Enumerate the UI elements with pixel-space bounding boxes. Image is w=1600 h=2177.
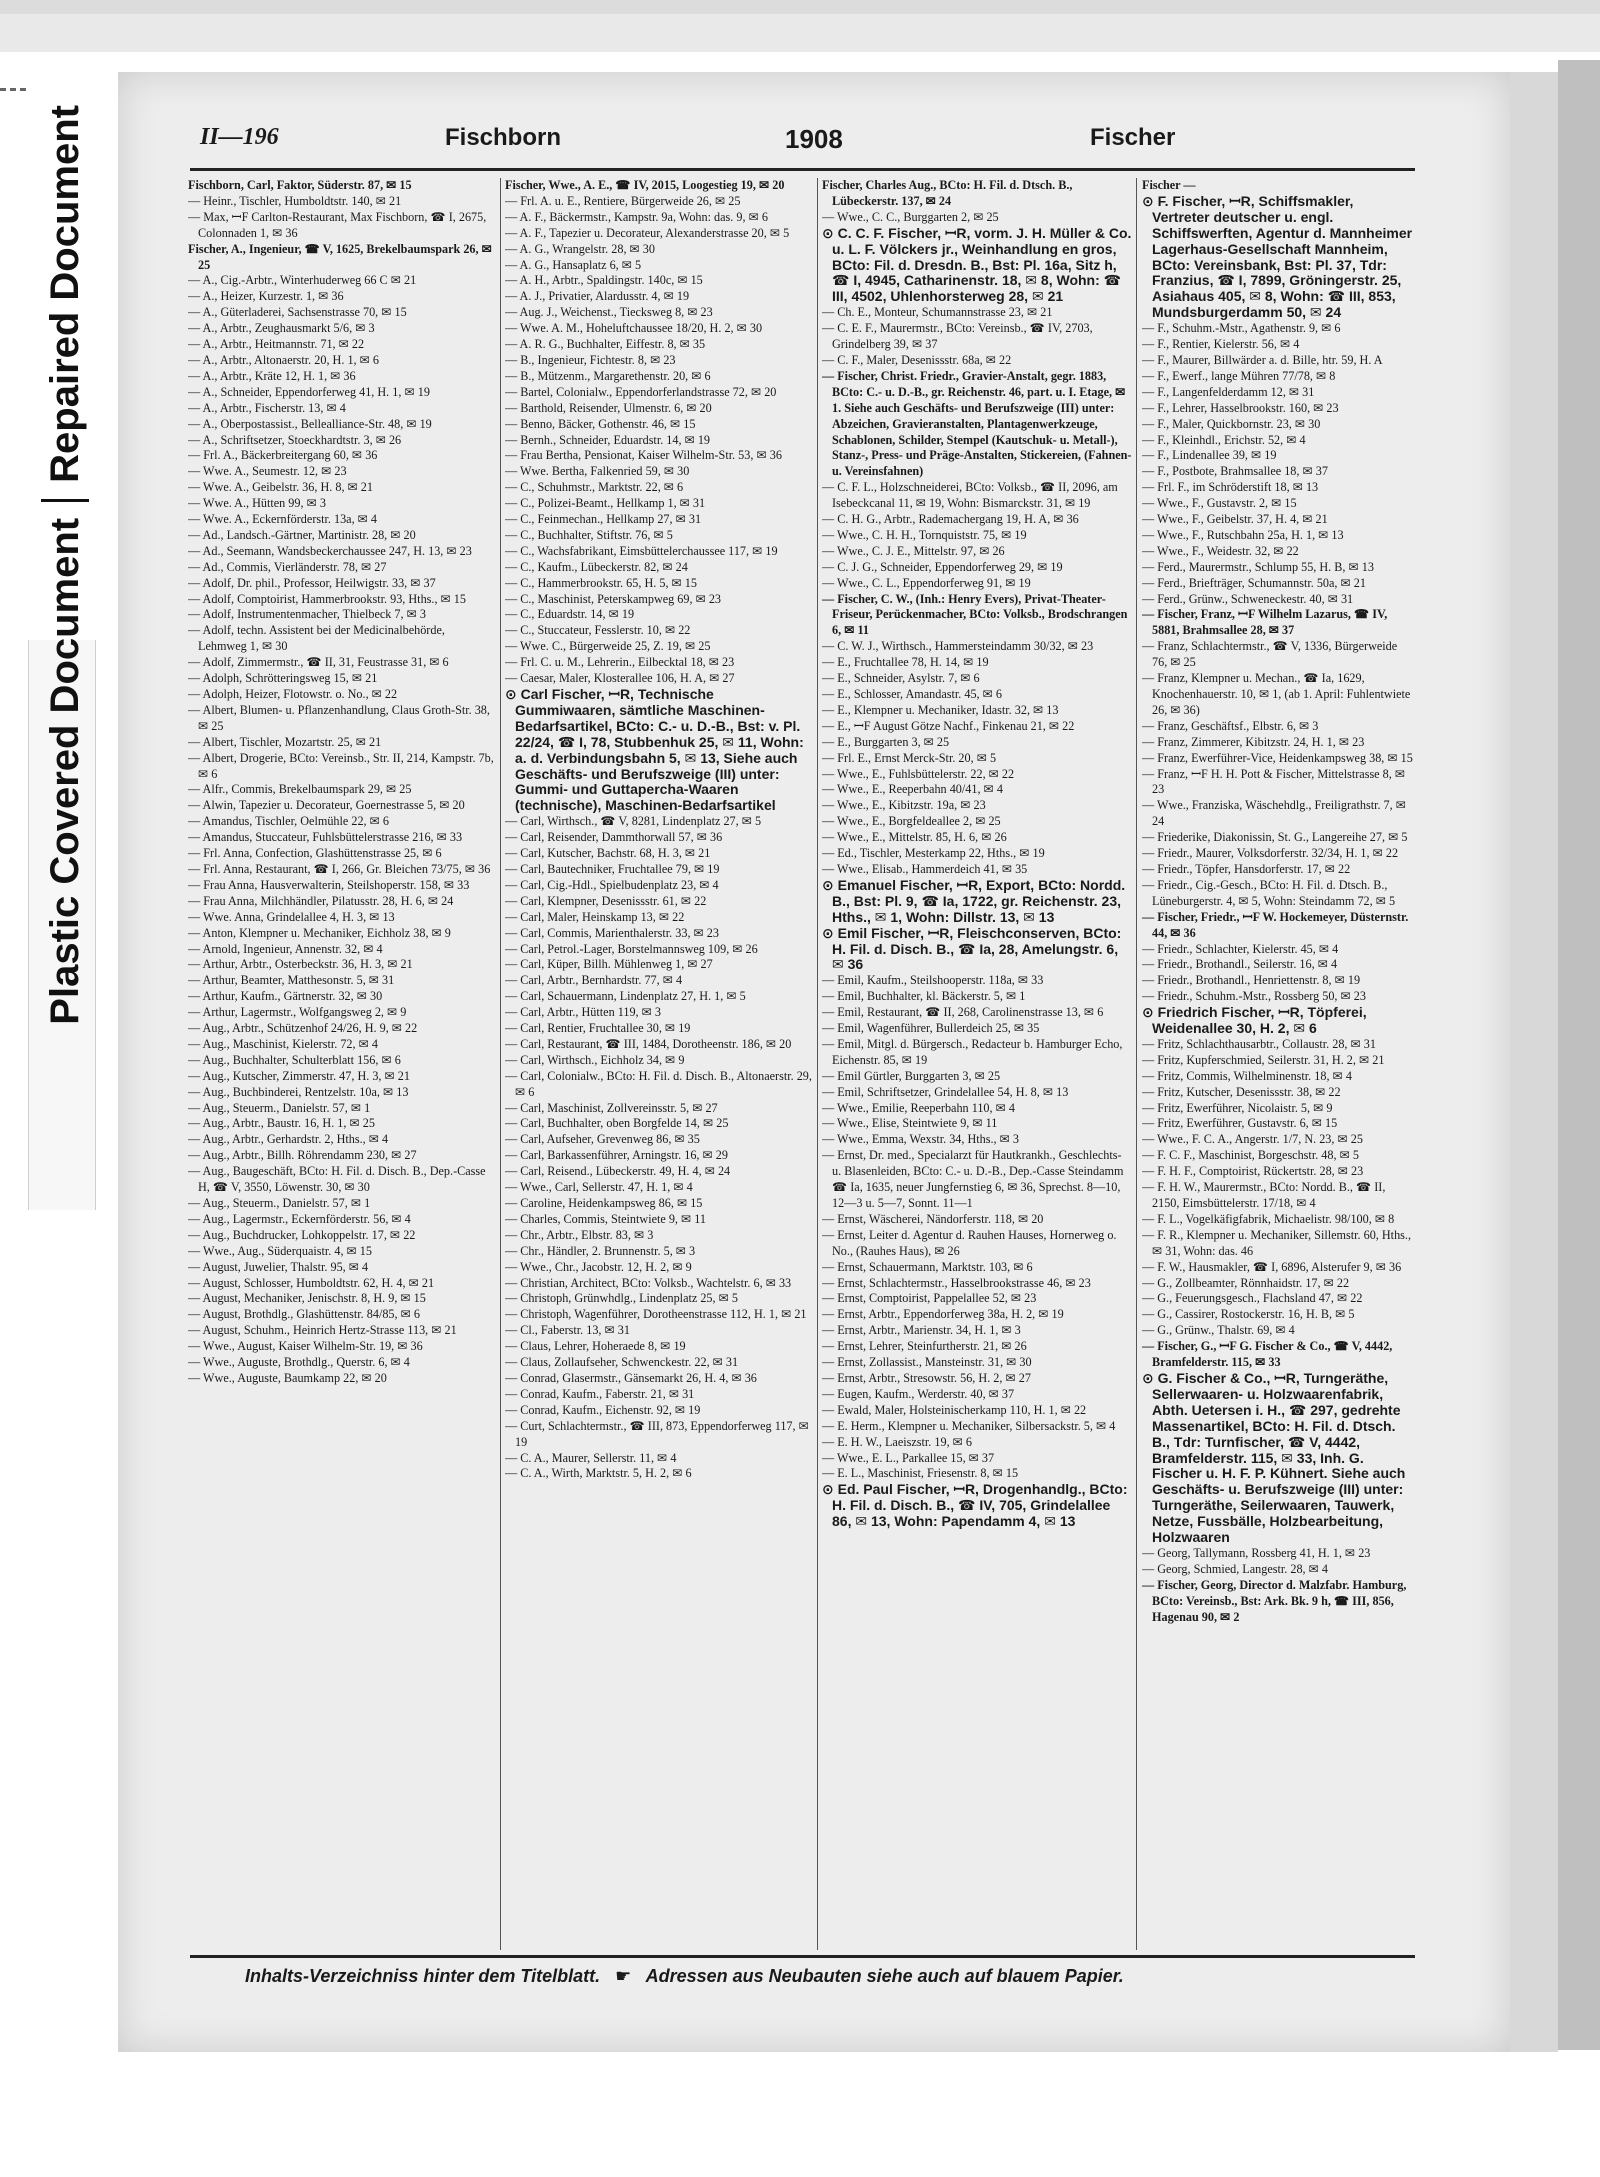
directory-entry: — C., Schuhmstr., Marktstr. 22, ✉ 6 bbox=[505, 480, 684, 495]
directory-entry: — Fischer, Christ. Friedr., Gravier-Anstalt, gegr. 1883, BCto: C.- u. D.-B., gr. Reichenstr. 46, part. u. I. Etage, ✉ 1. Siehe auch Geschäfts- und Berufszweige (III) unter: Abzeichen, Gravieranstalten, Plantagenwerkzeuge, Schablonen, Schilder, Stempel (Kautschuk- u. Metall-), Stanz-, Press- und Präge-Anstalten, Stickereien, (Fahnen- u. Vereinsfahnen) bbox=[822, 368, 1132, 479]
directory-entry: — A., Arbtr., Kräte 12, H. 1, ✉ 36 bbox=[188, 368, 356, 383]
directory-entry: — C., Maschinist, Peterskampweg 69, ✉ 23 bbox=[505, 591, 722, 606]
directory-entry: — Aug., Lagermstr., Eckernförderstr. 56, ✉ 4 bbox=[188, 1211, 411, 1226]
directory-entry: — Fischer, Friedr., ꟷF W. Hockemeyer, Düsternstr. 44, ✉ 36 bbox=[1142, 909, 1409, 940]
directory-column-2 bbox=[505, 178, 813, 1950]
directory-entry: — Carl, Cig.-Hdl., Spielbudenplatz 23, ✉ 4 bbox=[505, 877, 719, 892]
directory-entry: — Aug., Buchhalter, Schulterblatt 156, ✉ 6 bbox=[188, 1052, 401, 1067]
directory-entry: ⊙ Emil Fischer, ꟷR, Fleischconserven, BCto: H. Fil. d. Disch. B., ☎ Ia, 28, Amelungstr. 6, ✉ 36 bbox=[822, 924, 1122, 973]
directory-entry: ⊙ F. Fischer, ꟷR, Schiffsmakler, Vertreter deutscher u. engl. Schiffswerften, Agentur d. Mannheimer Lagerhaus-Gesellschaft Mannheim, BCto: Vereinsbank, Bst: Pl. 37, Tdr: Franzius, ☎ I, 7899, Gröningerstr. 25, Asiahaus 405, ✉ 8, Wohn: ☎ III, 853, Mundsburgerdamm 50, ✉ 24 bbox=[1142, 192, 1413, 321]
directory-entry: — Aug., Arbtr., Billh. Röhrendamm 230, ✉ 27 bbox=[188, 1148, 417, 1163]
directory-entry: — Frau Anna, Hausverwalterin, Steilshoperstr. 158, ✉ 33 bbox=[188, 877, 470, 892]
directory-entry: — Fritz, Commis, Wilhelminenstr. 18, ✉ 4 bbox=[1142, 1068, 1352, 1083]
directory-entry: — Fritz, Ewerführer, Gustavstr. 6, ✉ 15 bbox=[1142, 1116, 1338, 1131]
directory-entry: — Ernst, Zollassist., Mansteinstr. 31, ✉ 30 bbox=[822, 1355, 1032, 1370]
directory-entry: — G., Cassirer, Rostockerstr. 16, H. B, ✉ 5 bbox=[1142, 1307, 1355, 1322]
directory-entry: — Friedr., Schlachter, Kielerstr. 45, ✉ 4 bbox=[1142, 941, 1339, 956]
directory-entry: — Ernst, Arbtr., Stresowstr. 56, H. 2, ✉ 27 bbox=[822, 1370, 1031, 1385]
directory-entry: — C., Buchhalter, Stiftstr. 76, ✉ 5 bbox=[505, 527, 673, 542]
directory-entry: — Aug., Arbtr., Schützenhof 24/26, H. 9, ✉ 22 bbox=[188, 1021, 418, 1036]
directory-entry: — Frl. Anna, Restaurant, ☎ I, 266, Gr. Bleichen 73/75, ✉ 36 bbox=[188, 861, 491, 876]
directory-entry: — E., Schlosser, Amandastr. 45, ✉ 6 bbox=[822, 687, 1002, 701]
directory-entry: — Cl., Faberstr. 13, ✉ 31 bbox=[505, 1323, 630, 1338]
directory-entry: — Wwe. C., Bürgerweide 25, Z. 19, ✉ 25 bbox=[505, 639, 711, 654]
directory-entry: — Amandus, Stuccateur, Fuhlsbüttelerstrasse 216, ✉ 33 bbox=[188, 830, 463, 845]
directory-entry: — Wwe. A., Hütten 99, ✉ 3 bbox=[188, 496, 326, 511]
directory-entry: — Fischer, G., ꟷF G. Fischer & Co., ☎ V, 4442, Bramfelderstr. 115, ✉ 33 bbox=[1142, 1339, 1393, 1370]
directory-entry: — Emil, Wagenführer, Bullerdeich 25, ✉ 35 bbox=[822, 1021, 1040, 1036]
directory-entry: — Amandus, Tischler, Oelmühle 22, ✉ 6 bbox=[188, 814, 389, 829]
directory-entry: — Wwe. A., Eckernförderstr. 13a, ✉ 4 bbox=[188, 512, 378, 527]
directory-entry: — F., Schuhm.-Mstr., Agathenstr. 9, ✉ 6 bbox=[1142, 321, 1341, 336]
directory-entry: — Ernst, Arbtr., Eppendorferweg 38a, H. 2, ✉ 19 bbox=[822, 1307, 1064, 1322]
footer-rule bbox=[190, 1955, 1415, 1958]
page-right-edge bbox=[1510, 72, 1558, 2052]
directory-entry: — Frl. F., im Schröderstift 18, ✉ 13 bbox=[1142, 480, 1319, 495]
directory-entry: — Adolf, Dr. phil., Professor, Heilwigstr. 33, ✉ 37 bbox=[188, 575, 436, 590]
directory-entry: — F. H. W., Maurermstr., BCto: Nordd. B., ☎ II, 2150, Eimsbüttelerstr. 17/18, ✉ 4 bbox=[1142, 1180, 1386, 1210]
directory-entry: — Franz, Zimmerer, Kibitzstr. 24, H. 1, ✉ 23 bbox=[1142, 734, 1365, 749]
directory-entry: — F., Ewerf., lange Mühren 77/78, ✉ 8 bbox=[1142, 368, 1336, 383]
directory-entry: — Carl, Wirthsch., Eichholz 34, ✉ 9 bbox=[505, 1052, 685, 1067]
directory-entry: — Wwe., Auguste, Brothdlg., Querstr. 6, ✉ 4 bbox=[188, 1355, 410, 1370]
directory-entry: — A. H., Arbtr., Spaldingstr. 140c, ✉ 15 bbox=[505, 273, 703, 288]
side-label-repaired: Repaired Document bbox=[42, 105, 87, 483]
directory-entry: — Carl, Arbtr., Bernhardstr. 77, ✉ 4 bbox=[505, 973, 683, 988]
directory-entry: — Aug., Steuerm., Danielstr. 57, ✉ 1 bbox=[188, 1100, 371, 1115]
directory-entry: — A. F., Bäckermstr., Kampstr. 9a, Wohn: das. 9, ✉ 6 bbox=[505, 209, 768, 224]
directory-entry: — Adolf, Zimmermstr., ☎ II, 31, Feustrasse 31, ✉ 6 bbox=[188, 655, 449, 670]
directory-entry: — Adolph, Heizer, Flotowstr. o. No., ✉ 22 bbox=[188, 687, 398, 701]
directory-entry: — Adolf, Comptoirist, Hammerbrookstr. 93, Hths., ✉ 15 bbox=[188, 591, 466, 606]
directory-entry: — Wwe., Aug., Süderquaistr. 4, ✉ 15 bbox=[188, 1243, 372, 1258]
header-last-name: Fischer bbox=[1090, 124, 1176, 151]
directory-entry: — Caroline, Heidenkampsweg 86, ✉ 15 bbox=[505, 1196, 703, 1210]
directory-entry: — Carl, Rentier, Fruchtallee 30, ✉ 19 bbox=[505, 1021, 691, 1036]
directory-entry: — F. W., Hausmakler, ☎ I, 6896, Alsterufer 9, ✉ 36 bbox=[1142, 1259, 1402, 1274]
pointing-hand-icon: ☛ bbox=[615, 1966, 632, 1986]
directory-entry: — Charles, Commis, Steintwiete 9, ✉ 11 bbox=[505, 1211, 707, 1226]
directory-entry: — Wwe., E. L., Parkallee 15, ✉ 37 bbox=[822, 1450, 995, 1465]
directory-entry: — Adolf, techn. Assistent bei der Medicinalbehörde, Lehmweg 1, ✉ 30 bbox=[188, 623, 445, 654]
directory-entry: — C. W. J., Wirthsch., Hammersteindamm 30/32, ✉ 23 bbox=[822, 639, 1094, 654]
directory-entry: — August, Juwelier, Thalstr. 95, ✉ 4 bbox=[188, 1259, 369, 1274]
directory-entry: — August, Schuhm., Heinrich Hertz-Strasse 113, ✉ 21 bbox=[188, 1323, 457, 1338]
directory-entry: — F., Rentier, Kielerstr. 56, ✉ 4 bbox=[1142, 337, 1300, 352]
directory-entry: — Carl, Wirthsch., ☎ V, 8281, Lindenplatz 27, ✉ 5 bbox=[505, 814, 762, 829]
directory-entry: — Arnold, Ingenieur, Annenstr. 32, ✉ 4 bbox=[188, 941, 383, 956]
directory-entry: — Franz, Klempner u. Mechan., ☎ Ia, 1629, Knochenhauerstr. 10, ✉ 1, (ab 1. April: Fuhlentwiete 26, ✉ 36) bbox=[1142, 671, 1411, 717]
directory-entry: — Wwe., Emma, Wexstr. 34, Hths., ✉ 3 bbox=[822, 1132, 1019, 1147]
directory-entry: — G., Zollbeamter, Rönnhaidstr. 17, ✉ 22 bbox=[1142, 1275, 1350, 1290]
directory-entry: — Claus, Lehrer, Hoheraede 8, ✉ 19 bbox=[505, 1339, 686, 1354]
directory-entry: — Wwe. A. M., Hoheluftchaussee 18/20, H. 2, ✉ 30 bbox=[505, 321, 763, 336]
directory-entry: — Wwe., E., Reeperbahn 40/41, ✉ 4 bbox=[822, 782, 1003, 797]
directory-entry: — Ernst, Lehrer, Steinfurtherstr. 21, ✉ 26 bbox=[822, 1339, 1027, 1354]
directory-entry: — C., Hammerbrookstr. 65, H. 5, ✉ 15 bbox=[505, 575, 697, 590]
directory-entry: — Fischer, Franz, ꟷF Wilhelm Lazarus, ☎ IV, 5881, Brahmsallee 28, ✉ 37 bbox=[1142, 607, 1388, 638]
directory-entry: Fischer, A., Ingenieur, ☎ V, 1625, Brekelbaumspark 26, ✉ 25 bbox=[188, 241, 492, 272]
directory-entry: — Aug., Arbtr., Baustr. 16, H. 1, ✉ 25 bbox=[188, 1116, 375, 1131]
directory-entry: — A. R. G., Buchhalter, Eiffestr. 8, ✉ 35 bbox=[505, 337, 706, 352]
directory-entry: — F., Langenfelderdamm 12, ✉ 31 bbox=[1142, 384, 1315, 399]
directory-entry: — Conrad, Kaufm., Eichenstr. 92, ✉ 19 bbox=[505, 1402, 701, 1417]
directory-entry: — C., Feinmechan., Hellkamp 27, ✉ 31 bbox=[505, 512, 702, 527]
directory-entry: ⊙ Friedrich Fischer, ꟷR, Töpferei, Weidenallee 30, H. 2, ✉ 6 bbox=[1142, 1004, 1367, 1037]
directory-entry: — C., Stuccateur, Fesslerstr. 10, ✉ 22 bbox=[505, 623, 691, 638]
directory-entry: — Bartel, Colonialw., Eppendorferlandstrasse 72, ✉ 20 bbox=[505, 384, 777, 399]
directory-entry: — Carl, Klempner, Desenissstr. 61, ✉ 22 bbox=[505, 893, 707, 908]
page-header bbox=[200, 124, 1410, 160]
directory-entry: — F. H. F., Comptoirist, Rückertstr. 28, ✉ 23 bbox=[1142, 1164, 1364, 1179]
directory-entry: — Friedr., Brothandl., Seilerstr. 16, ✉ 4 bbox=[1142, 957, 1338, 972]
directory-entry: — Fischer, Georg, Director d. Malzfabr. Hamburg, BCto: Vereinsb., Bst: Ark. Bk. 9 h, ☎ III, 856, Hagenau 90, ✉ 2 bbox=[1142, 1577, 1407, 1624]
directory-entry: — A., Güterladerei, Sachsenstrasse 70, ✉ 15 bbox=[188, 305, 407, 320]
directory-entry: — C. J. G., Schneider, Eppendorferweg 29, ✉ 19 bbox=[822, 559, 1063, 574]
directory-entry: — B., Mützenm., Margarethenstr. 20, ✉ 6 bbox=[505, 368, 711, 383]
directory-entry: — August, Brothdlg., Glashüttenstr. 84/85, ✉ 6 bbox=[188, 1307, 420, 1322]
directory-entry: — Wwe., C. L., Eppendorferweg 91, ✉ 19 bbox=[822, 575, 1031, 590]
directory-entry: — Ad., Commis, Vierländerstr. 78, ✉ 27 bbox=[188, 559, 387, 574]
directory-entry: — Caesar, Maler, Klosterallee 106, H. A, ✉ 27 bbox=[505, 671, 735, 686]
directory-entry: ⊙ G. Fischer & Co., ꟷR, Turngeräthe, Sellerwaaren- u. Holzwaarenfabrik, Abth. Uetersen i. H., ☎ 297, gedrehte Massenartikel, BCto: H. Fil. d. Dtsch. B., Tdr: Turnfischer, ☎ V, 4442, Bramfelderstr. 115, ✉ 33, Inh. G. Fischer u. H. F. P. Kühnert. Siehe auch Geschäfts- u. Berufszweige (III) unter: Turngeräthe, Seilerwaaren, Tauwerk, Netze, Fussbälle, Holzbearbeitung, Holzwaaren bbox=[1142, 1369, 1406, 1546]
column-divider bbox=[1136, 178, 1137, 1950]
side-label-plastic: Plastic Covered Document bbox=[42, 517, 87, 1025]
directory-entry: — Wwe., Franziska, Wäschehdlg., Freiligrathstr. 7, ✉ 24 bbox=[1142, 798, 1406, 829]
directory-entry: ⊙ Emanuel Fischer, ꟷR, Export, BCto: Nordd. B., Bst: Pl. 9, ☎ Ia, 1722, gr. Reichenstr. 23, Hths., ✉ 1, Wohn: Dillstr. 13, ✉ 13 bbox=[822, 876, 1126, 925]
directory-entry: — Wwe., C. J. E., Mittelstr. 97, ✉ 26 bbox=[822, 543, 1005, 558]
page-footer bbox=[245, 1966, 1395, 1996]
directory-entry: — A. J., Privatier, Alardusstr. 4, ✉ 19 bbox=[505, 289, 690, 304]
directory-entry: Fischer, Wwe., A. E., ☎ IV, 2015, Loogestieg 19, ✉ 20 bbox=[505, 178, 785, 192]
directory-entry: — Wwe., F., Rutschbahn 25a, H. 1, ✉ 13 bbox=[1142, 527, 1344, 542]
directory-entry: — Ernst, Comptoirist, Pappelallee 52, ✉ 23 bbox=[822, 1291, 1037, 1306]
directory-entry: — Ernst, Dr. med., Specialarzt für Hautkrankh., Geschlechts- u. Blasenleiden, BCto: C.- u. D.-B., Dep.-Casse Steindamm ☎ Ia, 1635, neuer Jungfernstieg 6, ✉ 36, Sprechst. 8—10, 12—3 u. 5—7, Sonnt. 11—1 bbox=[822, 1148, 1124, 1210]
directory-entry: — Adolph, Schrötteringsweg 15, ✉ 21 bbox=[188, 671, 378, 686]
directory-entry: — C. A., Wirth, Marktstr. 5, H. 2, ✉ 6 bbox=[505, 1466, 692, 1481]
directory-entry: ⊙ C. C. F. Fischer, ꟷR, vorm. J. H. Müller & Co. u. L. F. Völckers jr., Weinhandlung en gros, BCto: Fil. d. Dresdn. B., Bst: Pl. 16a, Sitz h, ☎ I, 4945, Catharinenstr. 18, ✉ 8, Wohn: ☎ III, 4502, Uhlenhorsterweg 28, ✉ 21 bbox=[822, 224, 1132, 305]
directory-entry: — Carl, Barkassenführer, Arningstr. 16, ✉ 29 bbox=[505, 1148, 728, 1163]
directory-entry: — Georg, Tallymann, Rossberg 41, H. 1, ✉ 23 bbox=[1142, 1545, 1371, 1560]
directory-entry: — Arthur, Lagermstr., Wolfgangsweg 2, ✉ 9 bbox=[188, 1005, 407, 1020]
directory-entry: — Aug., Buchdrucker, Lohkoppelstr. 17, ✉ 22 bbox=[188, 1227, 416, 1242]
directory-entry: — F. L., Vogelkäfigfabrik, Michaelistr. 98/100, ✉ 8 bbox=[1142, 1211, 1395, 1226]
directory-column-3 bbox=[822, 178, 1132, 1950]
directory-entry: — F. C. F., Maschinist, Borgeschstr. 48, ✉ 5 bbox=[1142, 1148, 1359, 1163]
directory-entry: — Curt, Schlachtermstr., ☎ III, 873, Eppendorferweg 117, ✉ 19 bbox=[505, 1418, 809, 1449]
directory-entry: Fischborn, Carl, Faktor, Süderstr. 87, ✉ 15 bbox=[188, 178, 412, 192]
directory-entry: — Wwe., Chr., Jacobstr. 12, H. 2, ✉ 9 bbox=[505, 1259, 692, 1274]
directory-entry: — Conrad, Kaufm., Faberstr. 21, ✉ 31 bbox=[505, 1386, 695, 1401]
directory-entry: — Fritz, Ewerführer, Nicolaistr. 5, ✉ 9 bbox=[1142, 1100, 1333, 1115]
directory-entry: — F., Lindenallee 39, ✉ 19 bbox=[1142, 448, 1277, 463]
directory-entry: — Carl, Reisender, Dammthorwall 57, ✉ 36 bbox=[505, 830, 723, 845]
directory-entry: — Wwe. Bertha, Falkenried 59, ✉ 30 bbox=[505, 464, 690, 479]
directory-entry: — C., Kaufm., Lübeckerstr. 82, ✉ 24 bbox=[505, 559, 688, 574]
directory-entry: — Franz, Schlachtermstr., ☎ V, 1336, Bürgerweide 76, ✉ 25 bbox=[1142, 639, 1398, 670]
directory-entry: — Friedr., Brothandl., Henriettenstr. 8, ✉ 19 bbox=[1142, 973, 1361, 988]
directory-entry: — Emil, Mitgl. d. Bürgersch., Redacteur b. Hamburger Echo, Eichenstr. 85, ✉ 19 bbox=[822, 1036, 1123, 1067]
directory-entry: — Emil Gürtler, Burggarten 3, ✉ 25 bbox=[822, 1068, 1001, 1083]
directory-entry: — Christoph, Grünwhdlg., Lindenplatz 25, ✉ 5 bbox=[505, 1291, 738, 1306]
header-rule bbox=[190, 168, 1415, 171]
directory-entry: — F., Postbote, Brahmsallee 18, ✉ 37 bbox=[1142, 464, 1328, 479]
directory-entry: — Frl. A., Bäckerbreitergang 60, ✉ 36 bbox=[188, 448, 378, 463]
directory-entry: — A. G., Wrangelstr. 28, ✉ 30 bbox=[505, 241, 655, 256]
directory-entry: — Wwe., Emilie, Reeperbahn 110, ✉ 4 bbox=[822, 1100, 1015, 1115]
directory-entry: — Arthur, Kaufm., Gärtnerstr. 32, ✉ 30 bbox=[188, 989, 383, 1004]
directory-entry: — Heinr., Tischler, Humboldtstr. 140, ✉ 21 bbox=[188, 193, 402, 208]
directory-entry: — Frl. Anna, Confection, Glashüttenstrasse 25, ✉ 6 bbox=[188, 846, 442, 861]
directory-entry: — F., Kleinhdl., Erichstr. 52, ✉ 4 bbox=[1142, 432, 1306, 447]
directory-entry: — Wwe., Auguste, Baumkamp 22, ✉ 20 bbox=[188, 1370, 387, 1385]
directory-entry: — Carl, Colonialw., BCto: H. Fil. d. Disch. B., Altonaerstr. 29, ✉ 6 bbox=[505, 1068, 812, 1099]
directory-entry: — A., Cig.-Arbtr., Winterhuderweg 66 C ✉ 21 bbox=[188, 273, 417, 288]
directory-entry: — Carl, Maler, Heinskamp 13, ✉ 22 bbox=[505, 909, 685, 924]
directory-entry: — E., Schneider, Asylstr. 7, ✉ 6 bbox=[822, 671, 980, 686]
header-first-name: Fischborn bbox=[445, 124, 562, 151]
directory-entry: — C. A., Maurer, Sellerstr. 11, ✉ 4 bbox=[505, 1450, 677, 1465]
directory-entry: — A., Oberpostassist., Bellealliance-Str. 48, ✉ 19 bbox=[188, 416, 432, 431]
directory-entry: — Aug., Maschinist, Kielerstr. 72, ✉ 4 bbox=[188, 1036, 378, 1051]
directory-entry: — Wwe., F., Gustavstr. 2, ✉ 15 bbox=[1142, 496, 1297, 511]
directory-entry: — E., Klempner u. Mechaniker, Idastr. 32, ✉ 13 bbox=[822, 702, 1059, 717]
directory-entry: — Friederike, Diakonissin, St. G., Langereihe 27, ✉ 5 bbox=[1142, 830, 1408, 845]
directory-entry: — Emil, Schriftsetzer, Grindelallee 54, H. 8, ✉ 13 bbox=[822, 1084, 1069, 1099]
directory-entry: — Chr., Arbtr., Elbstr. 83, ✉ 3 bbox=[505, 1227, 654, 1242]
directory-entry: — Ed., Tischler, Mesterkamp 22, Hths., ✉ 19 bbox=[822, 846, 1045, 861]
directory-entry: — Albert, Tischler, Mozartstr. 25, ✉ 21 bbox=[188, 734, 382, 749]
page-number: II—196 bbox=[200, 124, 279, 150]
directory-entry: — Carl, Maschinist, Zollvereinsstr. 5, ✉ 27 bbox=[505, 1100, 718, 1115]
directory-entry: — Ch. E., Monteur, Schumannstrasse 23, ✉ 21 bbox=[822, 305, 1053, 320]
directory-entry: — Wwe., F. C. A., Angerstr. 1/7, N. 23, ✉ 25 bbox=[1142, 1132, 1363, 1147]
directory-entry: — Arthur, Arbtr., Osterbeckstr. 36, H. 3, ✉ 21 bbox=[188, 957, 413, 972]
directory-entry: — Aug., Arbtr., Gerhardstr. 2, Hths., ✉ 4 bbox=[188, 1132, 389, 1147]
directory-entry: — Wwe. Anna, Grindelallee 4, H. 3, ✉ 13 bbox=[188, 909, 395, 924]
directory-entry: — Wwe., Elisab., Hammerdeich 41, ✉ 35 bbox=[822, 861, 1028, 876]
side-label bbox=[30, 105, 100, 1105]
directory-entry: — Ferd., Maurermstr., Schlump 55, H. B, ✉ 13 bbox=[1142, 559, 1374, 574]
directory-entry: — A., Arbtr., Zeughausmarkt 5/6, ✉ 3 bbox=[188, 321, 375, 336]
directory-entry: — Carl, Schauermann, Lindenplatz 27, H. 1, ✉ 5 bbox=[505, 989, 746, 1004]
directory-entry: — Christian, Architect, BCto: Volksb., Wachtelstr. 6, ✉ 33 bbox=[505, 1275, 792, 1290]
directory-entry: — F. R., Klempner u. Mechaniker, Sillemstr. 60, Hths., ✉ 31, Wohn: das. 46 bbox=[1142, 1227, 1412, 1258]
directory-entry: — C., Eduardstr. 14, ✉ 19 bbox=[505, 607, 635, 622]
directory-entry: — Wwe., E., Mittelstr. 85, H. 6, ✉ 26 bbox=[822, 830, 1007, 845]
directory-entry: — E., Burggarten 3, ✉ 25 bbox=[822, 734, 950, 749]
directory-entry: — Arthur, Beamter, Matthesonstr. 5, ✉ 31 bbox=[188, 973, 395, 988]
directory-entry: — Ferd., Briefträger, Schumannstr. 50a, ✉ 21 bbox=[1142, 575, 1366, 590]
directory-entry: — Friedr., Töpfer, Hansdorferstr. 17, ✉ 22 bbox=[1142, 861, 1351, 876]
directory-entry: — Ernst, Schlachtermstr., Hasselbrookstrasse 46, ✉ 23 bbox=[822, 1275, 1091, 1290]
directory-entry: — Eugen, Kaufm., Werderstr. 40, ✉ 37 bbox=[822, 1386, 1015, 1401]
directory-entry: — C., Wachsfabrikant, Eimsbüttelerchaussee 117, ✉ 19 bbox=[505, 543, 778, 558]
directory-entry: — Aug. J., Weichenst., Tiecksweg 8, ✉ 23 bbox=[505, 305, 713, 320]
directory-entry: — Carl, Petrol.-Lager, Borstelmannsweg 109, ✉ 26 bbox=[505, 941, 758, 956]
directory-entry: — Conrad, Glasermstr., Gänsemarkt 26, H. 4, ✉ 36 bbox=[505, 1370, 757, 1385]
scanner-top-edge bbox=[0, 0, 1600, 14]
directory-entry: — Fritz, Kupferschmied, Seilerstr. 31, H. 2, ✉ 21 bbox=[1142, 1052, 1385, 1067]
directory-entry: — Claus, Zollaufseher, Schwenckestr. 22, ✉ 31 bbox=[505, 1355, 739, 1370]
directory-entry: — Ad., Landsch.-Gärtner, Martinistr. 28, ✉ 20 bbox=[188, 527, 416, 542]
directory-entry: Fischer, Charles Aug., BCto: H. Fil. d. Dtsch. B., Lübeckerstr. 137, ✉ 24 bbox=[822, 178, 1073, 208]
directory-entry: — Aug., Baugeschäft, BCto: H. Fil. d. Disch. B., Dep.-Casse H, ☎ V, 3550, Löwenstr. 30, ✉ 30 bbox=[188, 1164, 486, 1195]
directory-entry: — A. F., Tapezier u. Decorateur, Alexanderstrasse 20, ✉ 5 bbox=[505, 225, 790, 240]
directory-entry: — August, Schlosser, Humboldtstr. 62, H. 4, ✉ 21 bbox=[188, 1275, 435, 1290]
directory-entry: — Barthold, Reisender, Ulmenstr. 6, ✉ 20 bbox=[505, 400, 712, 415]
directory-entry: — Wwe., Elise, Steintwiete 9, ✉ 11 bbox=[822, 1116, 998, 1131]
directory-entry: — Friedr., Maurer, Volksdorferstr. 32/34, H. 1, ✉ 22 bbox=[1142, 846, 1399, 861]
directory-entry: — A., Arbtr., Fischerstr. 13, ✉ 4 bbox=[188, 400, 346, 415]
directory-entry: — Emil, Restaurant, ☎ II, 268, Carolinenstrasse 13, ✉ 6 bbox=[822, 1005, 1104, 1020]
footer-index-note: Inhalts-Verzeichniss hinter dem Titelblatt. bbox=[245, 1966, 601, 1986]
directory-entry: — Ernst, Schauermann, Marktstr. 103, ✉ 6 bbox=[822, 1259, 1033, 1274]
directory-entry: — Georg, Schmied, Langestr. 28, ✉ 4 bbox=[1142, 1561, 1329, 1576]
directory-entry: — Carl, Kutscher, Bachstr. 68, H. 3, ✉ 21 bbox=[505, 846, 711, 861]
directory-entry: — Carl, Arbtr., Hütten 119, ✉ 3 bbox=[505, 1005, 661, 1020]
directory-entry: — Ferd., Grünw., Schweneckestr. 40, ✉ 31 bbox=[1142, 591, 1354, 606]
directory-entry: — Carl, Reisend., Lübeckerstr. 49, H. 4, ✉ 24 bbox=[505, 1164, 731, 1179]
directory-entry: — E. H. W., Laeiszstr. 19, ✉ 6 bbox=[822, 1434, 973, 1449]
directory-entry: — Benno, Bäcker, Gothenstr. 46, ✉ 15 bbox=[505, 416, 696, 431]
directory-entry: — Ernst, Wäscherei, Nändorferstr. 118, ✉ 20 bbox=[822, 1211, 1044, 1226]
column-divider bbox=[817, 178, 818, 1950]
directory-entry: — Wwe., E., Kibitzstr. 19a, ✉ 23 bbox=[822, 798, 986, 813]
directory-entry: — F., Maler, Quickbornstr. 23, ✉ 30 bbox=[1142, 416, 1321, 431]
directory-entry: — Albert, Blumen- u. Pflanzenhandlung, Claus Groth-Str. 38, ✉ 25 bbox=[188, 702, 490, 733]
directory-entry: — Wwe. A., Geibelstr. 36, H. 8, ✉ 21 bbox=[188, 480, 373, 495]
directory-entry: — Chr., Händler, 2. Brunnenstr. 5, ✉ 3 bbox=[505, 1243, 696, 1258]
directory-entry: — Carl, Bautechniker, Fruchtallee 79, ✉ 19 bbox=[505, 861, 720, 876]
scan-edge-dashes bbox=[0, 88, 26, 95]
directory-entry: ⊙ Carl Fischer, ꟷR, Technische Gummiwaaren, sämtliche Maschinen-Bedarfsartikel, BCto: C.- u. D.-B., Bst: v. Pl. 22/24, ☎ I, 78, Stubbenhuk 25, ✉ 11, Wohn: a. d. Verbindungsbahn 5, ✉ 13, Siehe auch Geschäfts- und Berufszweige (III) unter: Gummi- und Guttapercha-Waaren (technische), Maschinen-Bedarfsartikel bbox=[505, 686, 804, 814]
directory-column-1 bbox=[188, 178, 496, 1950]
footer-new-buildings-note: Adressen aus Neubauten siehe auch auf blauem Papier. bbox=[645, 1966, 1124, 1986]
directory-entry: — C. F. L., Holzschneiderei, BCto: Volksb., ☎ II, 2096, am Isebeckcanal 11, ✉ 19, Wohn: Bismarckstr. 31, ✉ 19 bbox=[822, 480, 1118, 511]
directory-entry: — Bernh., Schneider, Eduardstr. 14, ✉ 19 bbox=[505, 432, 711, 447]
directory-entry: Fischer — bbox=[1142, 178, 1196, 192]
directory-entry: — Aug., Buchbinderei, Rentzelstr. 10a, ✉ 13 bbox=[188, 1084, 409, 1099]
directory-entry: — Frau Anna, Milchhändler, Pilatusstr. 28, H. 6, ✉ 24 bbox=[188, 893, 454, 908]
directory-entry: — Wwe., Carl, Sellerstr. 47, H. 1, ✉ 4 bbox=[505, 1180, 693, 1195]
directory-entry: — Wwe., C. H. H., Tornquiststr. 75, ✉ 19 bbox=[822, 527, 1027, 542]
directory-entry: — Carl, Küper, Billh. Mühlenweg 1, ✉ 27 bbox=[505, 957, 713, 972]
directory-entry: — C. H. G., Arbtr., Rademachergang 19, H. A, ✉ 36 bbox=[822, 512, 1079, 527]
directory-entry: ⊙ Ed. Paul Fischer, ꟷR, Drogenhandlg., BCto: H. Fil. d. Disch. B., ☎ IV, 705, Grindelallee 86, ✉ 13, Wohn: Papendamm 4, ✉ 13 bbox=[822, 1481, 1128, 1530]
directory-entry: — Wwe. A., Seumestr. 12, ✉ 23 bbox=[188, 464, 347, 479]
header-year: 1908 bbox=[785, 124, 843, 154]
column-divider bbox=[500, 178, 501, 1950]
directory-entry: — Frl. A. u. E., Rentiere, Bürgerweide 26, ✉ 25 bbox=[505, 193, 741, 208]
directory-entry: — E. L., Maschinist, Friesenstr. 8, ✉ 15 bbox=[822, 1466, 1019, 1481]
directory-entry: — E., ꟷF August Götze Nachf., Finkenau 21, ✉ 22 bbox=[822, 718, 1075, 733]
directory-entry: — Carl, Restaurant, ☎ III, 1484, Dorotheenstr. 186, ✉ 20 bbox=[505, 1036, 792, 1051]
binding-edge bbox=[1558, 60, 1600, 2050]
directory-entry: — Carl, Aufseher, Grevenweg 86, ✉ 35 bbox=[505, 1132, 700, 1147]
directory-entry: — Franz, Geschäftsf., Elbstr. 6, ✉ 3 bbox=[1142, 718, 1319, 733]
directory-entry: — Frl. C. u. M., Lehrerin., Eilbecktal 18, ✉ 23 bbox=[505, 655, 735, 670]
directory-entry: — Wwe., E., Fuhlsbüttelerstr. 22, ✉ 22 bbox=[822, 766, 1015, 781]
directory-entry: — Fritz, Schlachthausarbtr., Collaustr. 28, ✉ 31 bbox=[1142, 1036, 1376, 1051]
directory-entry: — Adolf, Instrumentenmacher, Thielbeck 7, ✉ 3 bbox=[188, 607, 426, 622]
directory-entry: — Emil, Buchhalter, kl. Bäckerstr. 5, ✉ 1 bbox=[822, 989, 1026, 1004]
directory-entry: — Anton, Klempner u. Mechaniker, Eichholz 38, ✉ 9 bbox=[188, 925, 451, 940]
directory-entry: — Albert, Drogerie, BCto: Vereinsb., Str. II, 214, Kampstr. 7b, ✉ 6 bbox=[188, 750, 494, 781]
directory-entry: — Friedr., Cig.-Gesch., BCto: H. Fil. d. Dtsch. B., Lüneburgerstr. 4, ✉ 5, Wohn: Steindamm 72, ✉ 5 bbox=[1142, 877, 1396, 908]
directory-entry: — G., Grünw., Thalstr. 69, ✉ 4 bbox=[1142, 1323, 1295, 1338]
directory-entry: — Carl, Buchhalter, oben Borgfelde 14, ✉ 25 bbox=[505, 1116, 729, 1131]
directory-entry: — A., Arbtr., Altonaerstr. 20, H. 1, ✉ 6 bbox=[188, 352, 379, 367]
directory-entry: — Wwe., C. C., Burggarten 2, ✉ 25 bbox=[822, 209, 999, 224]
directory-entry: — August, Mechaniker, Jenischstr. 8, H. 9, ✉ 15 bbox=[188, 1291, 426, 1306]
directory-entry: — B., Ingenieur, Fichtestr. 8, ✉ 23 bbox=[505, 352, 676, 367]
directory-entry: — A., Heizer, Kurzestr. 1, ✉ 36 bbox=[188, 289, 344, 304]
directory-entry: — Franz, Ewerführer-Vice, Heidenkampsweg 38, ✉ 15 bbox=[1142, 750, 1413, 765]
directory-entry: — Ernst, Leiter d. Agentur d. Rauhen Hauses, Hornerweg o. No., (Rauhes Haus), ✉ 26 bbox=[822, 1227, 1117, 1258]
directory-entry: — A., Arbtr., Heitmannstr. 71, ✉ 22 bbox=[188, 337, 365, 352]
directory-entry: — G., Feuerungsgesch., Flachsland 47, ✉ 22 bbox=[1142, 1291, 1363, 1306]
directory-entry: — Wwe., F., Geibelstr. 37, H. 4, ✉ 21 bbox=[1142, 512, 1328, 527]
directory-entry: — Aug., Steuerm., Danielstr. 57, ✉ 1 bbox=[188, 1196, 371, 1210]
directory-entry: — Carl, Commis, Marienthalerstr. 33, ✉ 23 bbox=[505, 925, 719, 940]
directory-entry: — Wwe., F., Weidestr. 32, ✉ 22 bbox=[1142, 543, 1299, 558]
directory-entry: — Alwin, Tapezier u. Decorateur, Goernestrasse 5, ✉ 20 bbox=[188, 798, 465, 813]
directory-entry: — F., Lehrer, Hasselbrookstr. 160, ✉ 23 bbox=[1142, 400, 1339, 415]
directory-entry: — Wwe., August, Kaiser Wilhelm-Str. 19, ✉ 36 bbox=[188, 1339, 423, 1354]
directory-entry: — Christoph, Wagenführer, Dorotheenstrasse 112, H. 1, ✉ 21 bbox=[505, 1307, 807, 1322]
side-label-separator bbox=[41, 499, 89, 502]
directory-entry: — Franz, ꟷF H. H. Pott & Fischer, Mittelstrasse 8, ✉ 23 bbox=[1142, 766, 1406, 797]
directory-entry: — Ernst, Arbtr., Marienstr. 34, H. 1, ✉ 3 bbox=[822, 1323, 1021, 1338]
directory-entry: — A., Schneider, Eppendorferweg 41, H. 1, ✉ 19 bbox=[188, 384, 430, 399]
directory-entry: — E. Herm., Klempner u. Mechaniker, Silbersackstr. 5, ✉ 4 bbox=[822, 1418, 1116, 1433]
directory-entry: — Frau Bertha, Pensionat, Kaiser Wilhelm-Str. 53, ✉ 36 bbox=[505, 448, 782, 463]
directory-entry: — Max, ꟷF Carlton-Restaurant, Max Fischborn, ☎ I, 2675, Colonnaden 1, ✉ 36 bbox=[188, 209, 487, 240]
directory-entry: — F., Maurer, Billwärder a. d. Bille, htr. 59, H. A bbox=[1142, 352, 1383, 367]
directory-entry: — Fritz, Kutscher, Desenissstr. 38, ✉ 22 bbox=[1142, 1084, 1341, 1099]
directory-entry: — E., Fruchtallee 78, H. 14, ✉ 19 bbox=[822, 655, 989, 670]
directory-entry: — Aug., Kutscher, Zimmerstr. 47, H. 3, ✉ 21 bbox=[188, 1068, 410, 1083]
directory-entry: — Fischer, C. W., (Inh.: Henry Evers), Privat-Theater-Friseur, Perückenmacher, BCto: Volksb., Brodschrangen 6, ✉ 11 bbox=[822, 591, 1128, 638]
directory-entry: — Ad., Seemann, Wandsbeckerchaussee 247, H. 13, ✉ 23 bbox=[188, 543, 472, 558]
directory-entry: — A. G., Hansaplatz 6, ✉ 5 bbox=[505, 257, 642, 272]
directory-entry: — Friedr., Schuhm.-Mstr., Rossberg 50, ✉ 23 bbox=[1142, 989, 1366, 1004]
directory-entry: — Ewald, Maler, Holsteinischerkamp 110, H. 1, ✉ 22 bbox=[822, 1402, 1087, 1417]
directory-column-4 bbox=[1142, 178, 1414, 1950]
directory-entry: — C., Polizei-Beamt., Hellkamp 1, ✉ 31 bbox=[505, 496, 706, 511]
directory-entry: — Wwe., E., Borgfeldeallee 2, ✉ 25 bbox=[822, 814, 1001, 829]
directory-entry: — Emil, Kaufm., Steilshooperstr. 118a, ✉ 33 bbox=[822, 973, 1044, 988]
directory-entry: — A., Schriftsetzer, Stoeckhardtstr. 3, ✉ 26 bbox=[188, 432, 402, 447]
directory-entry: — C. F., Maler, Desenissstr. 68a, ✉ 22 bbox=[822, 352, 1012, 367]
directory-entry: — Alfr., Commis, Brekelbaumspark 29, ✉ 25 bbox=[188, 782, 412, 797]
directory-entry: — Frl. E., Ernst Merck-Str. 20, ✉ 5 bbox=[822, 750, 997, 765]
directory-entry: — C. E. F., Maurermstr., BCto: Vereinsb., ☎ IV, 2703, Grindelberg 39, ✉ 37 bbox=[822, 321, 1093, 352]
